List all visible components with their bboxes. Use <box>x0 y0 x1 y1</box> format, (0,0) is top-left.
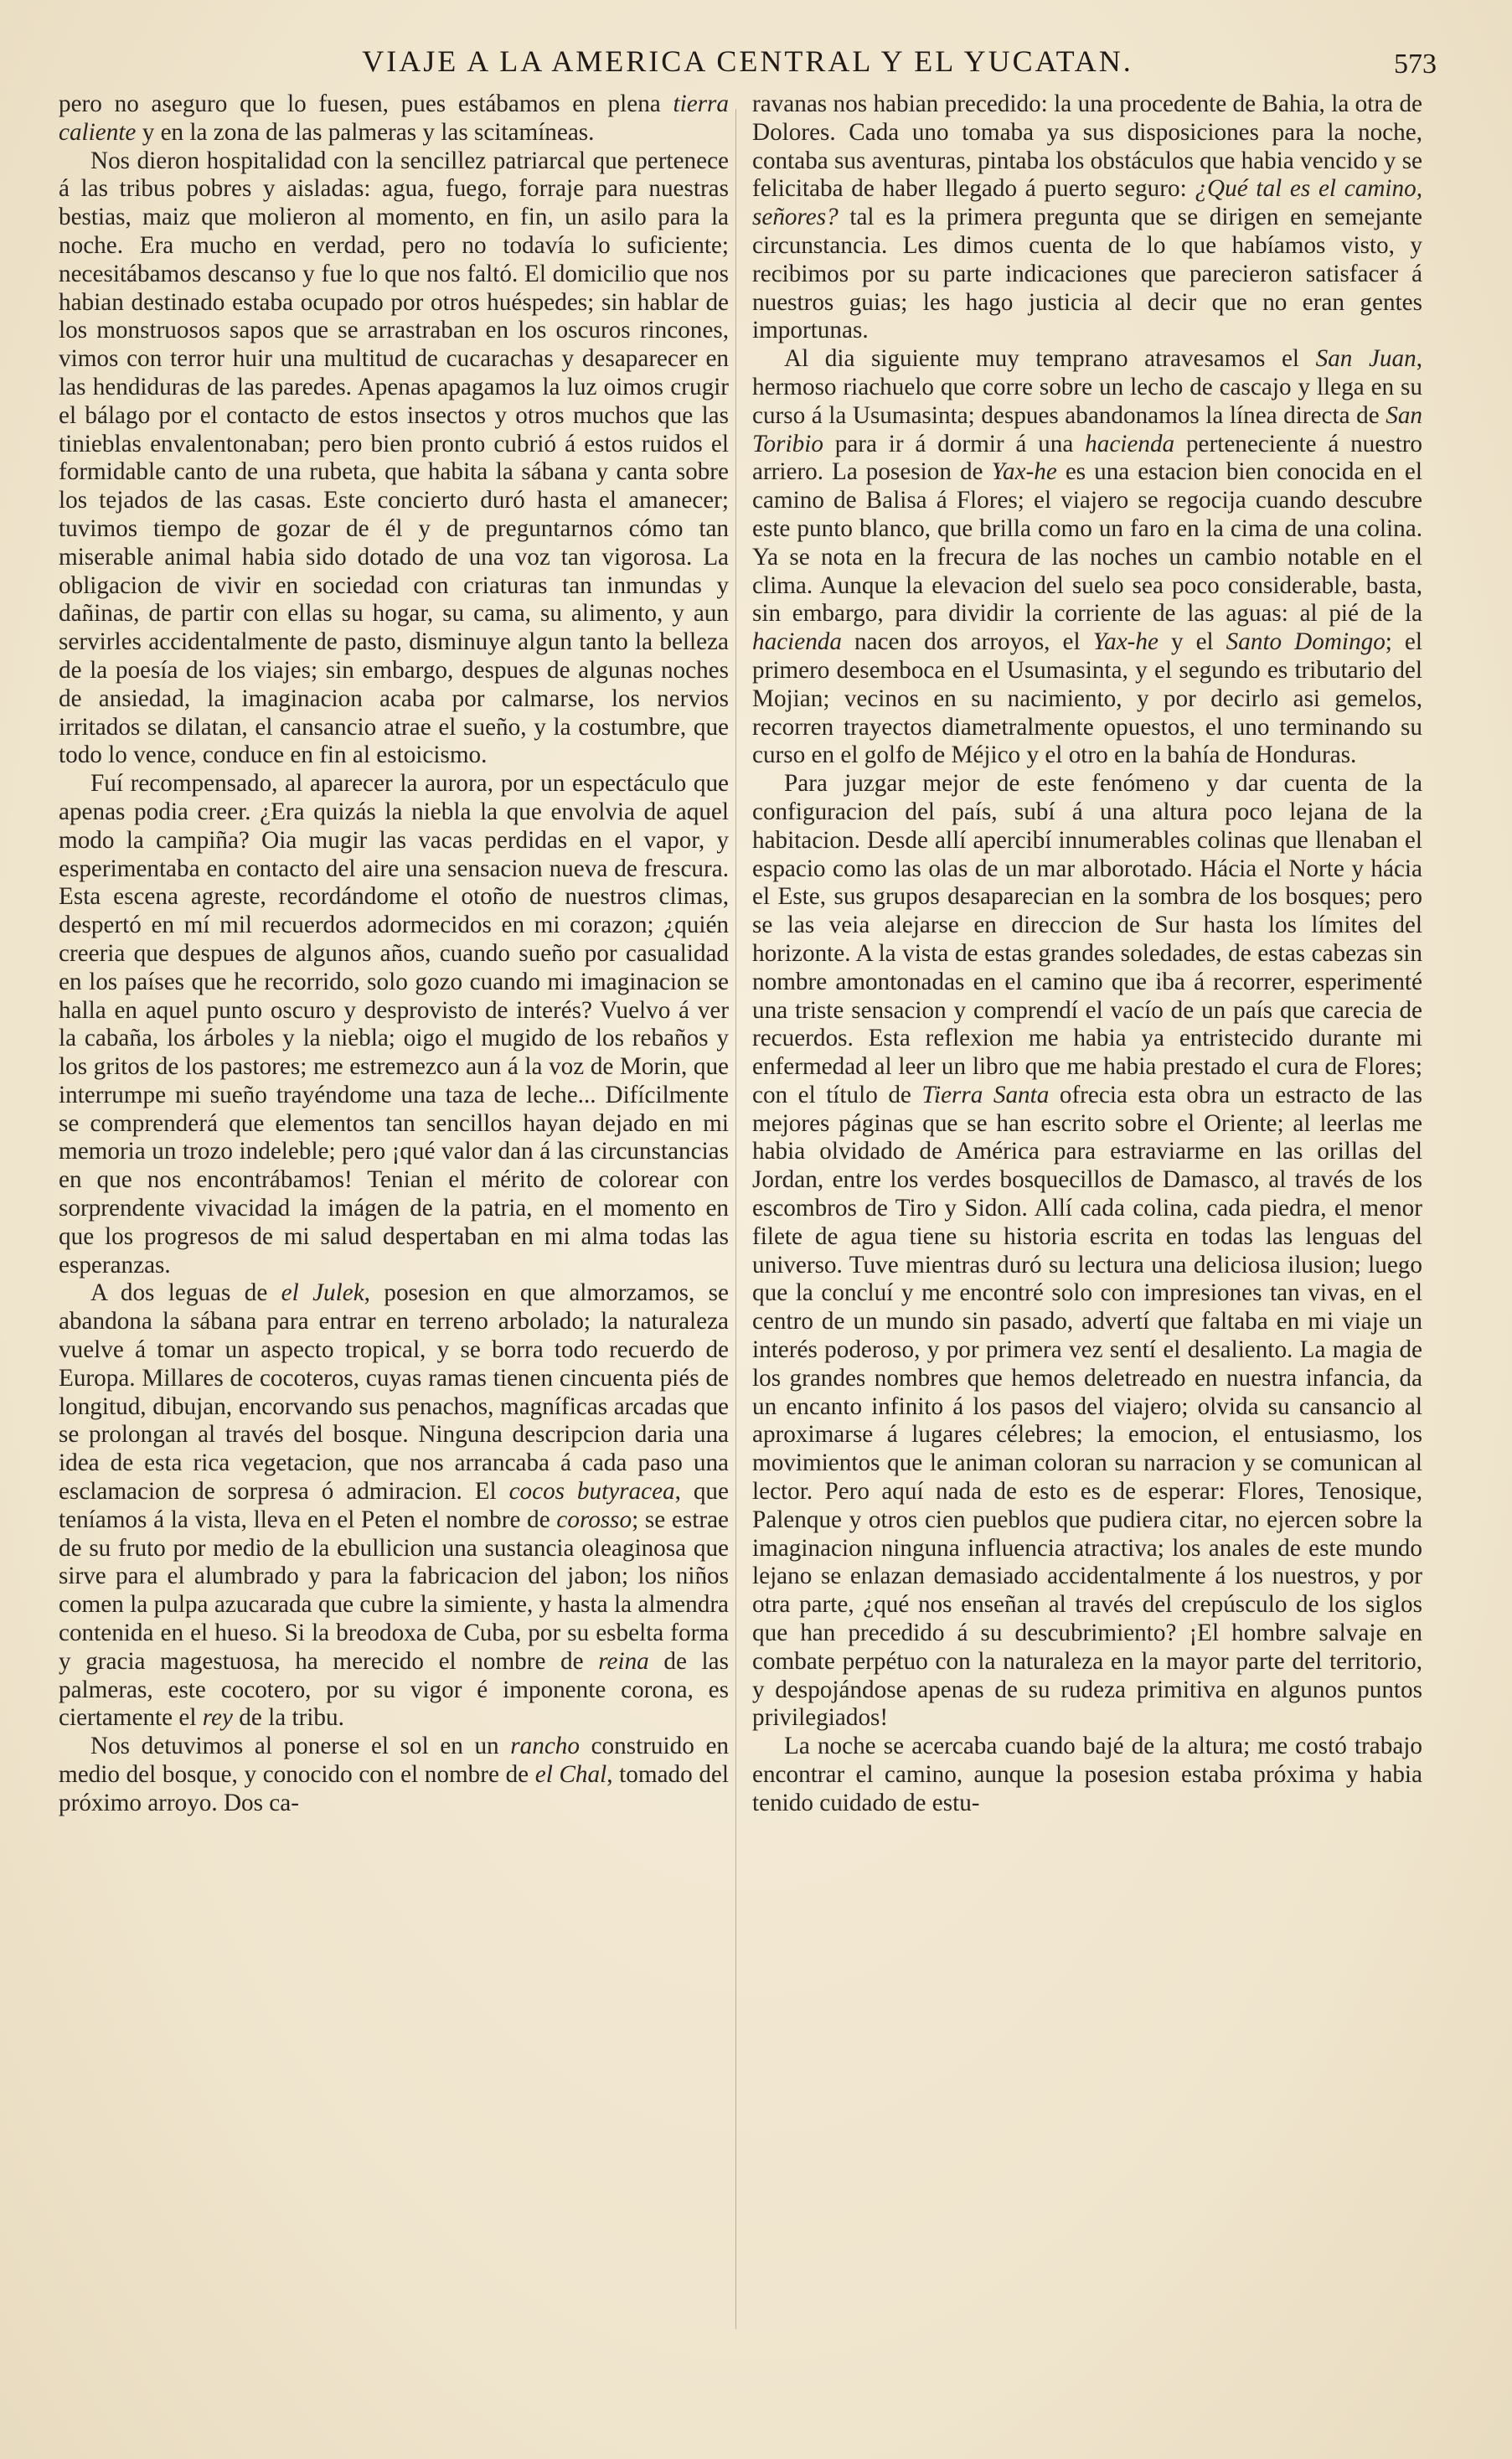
page-header <box>59 44 1437 94</box>
page-number: 573 <box>1394 49 1437 80</box>
left-paragraph-3: Fuí recompensado, al aparecer la aurora, por un espectáculo que apenas podia creer. ¿Era quizás la niebla la que envolvia de aquel modo la campiña? Oia mugir las vacas perdidas en el vapor, y esperimentaba en contacto del aire una sensacion nueva de frescura. Esta escena agreste, recordándome el otoño de nuestros climas, despertó en mí mil recuerdos adormecidos en mi corazon; ¿quién creeria que despues de algunos años, cuando sueño por casualidad en los países que he recorrido, solo gozo cuando mi imaginacion se halla en aquel punto oscuro y desprovisto de interés? Vuelvo á ver la cabaña, los árboles y la niebla; oigo el mugido de los rebaños y los gritos de los pastores; me estremezco aun á la voz de Morin, que interrumpe mi sueño trayéndome una taza de leche... Difícilmente se comprenderá que elementos tan sencillos hayan dejado en mi memoria un trozo indeleble; pero ¡qué valor dan á las circunstancias en que nos encontrábamos! Tenian el mérito de colorear con sorprendente vivacidad la imágen de la patria, en el momento en que los progresos de mi salud despertaban en mi alma todas las esperanzas. <box>59 770 729 1279</box>
left-paragraph-4: A dos leguas de el Julek, posesion en que almorzamos, se abandona la sábana para entrar en terreno arbolado; la naturaleza vuelve á tomar un aspecto tropical, y se borra todo recuerdo de Europa. Millares de cocoteros, cuyas ramas tienen cincuenta piés de longitud, dibujan, encorvando sus penachos, magníficas arcadas que se prolongan al través del bosque. Ninguna descripcion daria una idea de esta rica vegetacion, que nos arrancaba á cada paso una esclamacion de sorpresa ó admiracion. El cocos butyracea, que teníamos á la vista, lleva en el Peten el nombre de corosso; se estrae de su fruto por medio de la ebullicion una sustancia oleaginosa que sirve para el alumbrado y para la fabricacion del jabon; los niños comen la pulpa azucarada que cubre la simiente, y hasta la almendra contenida en el hueso. Si la breodoxa de Cuba, por su esbelta forma y gracia magestuosa, ha merecido el nombre de reina de las palmeras, este cocotero, por su vigor é imponente corona, es ciertamente el rey de la tribu. <box>59 1279 729 1732</box>
right-paragraph-4: La noche se acercaba cuando bajé de la altura; me costó trabajo encontrar el camino, aunque la posesion estaba próxima y habia tenido cuidado de estu- <box>752 1733 1422 1816</box>
left-paragraph-5: Nos detuvimos al ponerse el sol en un rancho construido en medio del bosque, y conocido con el nombre de el Chal, tomado del próximo arroyo. Dos ca- <box>59 1733 729 1816</box>
right-paragraph-1: ravanas nos habian precedido: la una procedente de Bahia, la otra de Dolores. Cada uno tomaba ya sus disposiciones para la noche, contaba sus aventuras, pintaba los obstáculos que habia vencido y se felicitaba de haber llegado á puerto seguro: ¿Qué tal es el camino, señores? tal es la primera pregunta que se dirigen en semejante circunstancia. Les dimos cuenta de lo que habíamos visto, y recibimos por su parte indicaciones que parecieron satisfacer á nuestros guias; les hago justicia al decir que no eran gentes importunas. <box>752 90 1423 344</box>
right-column <box>752 90 1422 1818</box>
running-title: VIAJE A LA AMERICA CENTRAL Y EL YUCATAN. <box>362 44 1133 78</box>
left-paragraph-1: pero no aseguro que lo fuesen, pues estábamos en plena tierra caliente y en la zona de las palmeras y las scitamíneas. <box>59 90 729 146</box>
column-divider <box>735 109 736 2329</box>
right-paragraph-2: Al dia siguiente muy temprano atravesamos el San Juan, hermoso riachuelo que corre sobre un lecho de cascajo y llega en su curso á la Usumasinta; despues abandonamos la línea directa de San Toribio para ir á dormir á una hacienda perteneciente á nuestro arriero. La posesion de Yax-he es una estacion bien conocida en el camino de Balisa á Flores; el viajero se regocija cuando descubre este punto blanco, que brilla como un faro en la cima de una colina. Ya se nota en la frecura de las noches un cambio notable en el clima. Aunque la elevacion del suelo sea poco considerable, basta, sin embargo, para dividir la corriente de las aguas: al pié de la hacienda nacen dos arroyos, el Yax-he y el Santo Domingo; el primero desemboca en el Usumasinta, y el segundo es tributario del Mojian; vecinos en su nacimiento, y por decirlo asi gemelos, recorren trayectos diametralmente opuestos, el uno terminando su curso en el golfo de Méjico y el otro en la bahía de Honduras. <box>752 345 1423 769</box>
right-paragraph-3: Para juzgar mejor de este fenómeno y dar cuenta de la configuracion del país, subí á una altura poco lejana de la habitacion. Desde allí apercibí innumerables colinas que llenaban el espacio como las olas de un mar alborotado. Hácia el Norte y hácia el Este, sus grupos desaparecian en la sombra de los bosques; pero se las veia alejarse en direccion de Sur hasta los límites del horizonte. A la vista de estas grandes soledades, de estas cabezas sin nombre amontonadas en el camino que iba á recorrer, esperimenté una triste sensacion y comprendí el vacío de un país que carecia de recuerdos. Esta reflexion me habia ya entristecido durante mi enfermedad al leer un libro que me habia prestado el cura de Flores; con el título de Tierra Santa ofrecia esta obra un estracto de las mejores páginas que se han escrito sobre el Oriente; al leerlas me habia olvidado de América para estraviarme en las orillas del Jordan, entre los verdes bosquecillos de Damasco, al través de los escombros de Tiro y Sidon. Allí cada colina, cada piedra, el menor filete de agua tiene su historia escrita en todas las lenguas del universo. Tuve mientras duró su lectura una deliciosa ilusion; luego que la concluí y me encontré solo con impresiones tan vivas, en el centro de un mundo sin pasado, advertí que faltaba en mi viaje un interés poderoso, y por primera vez sentí el desaliento. La magia de los grandes nombres que hemos deletreado en nuestra infancia, da un encanto infinito á los pasos del viajero; olvida su cansancio al aproximarse á lugares célebres; la emocion, el entusiasmo, los movimientos que le animan coloran su narracion y se comunican al lector. Pero aquí nada de esto es de esperar: Flores, Tenosique, Palenque y otros cien pueblos que pudiera citar, no ejercen sobre la imaginacion ninguna influencia atractiva; los anales de este mundo lejano se enlazan demasiado accidentalmente á los nuestros, y por otra parte, ¿qué nos enseñan al través del crepúsculo de los siglos que han precedido á su descubrimiento? ¡El hombre salvaje en combate perpétuo con la naturaleza en la mayor parte del territorio, y despojándose apenas de su rudeza primitiva en algunos puntos privilegiados! <box>752 770 1422 1732</box>
left-column <box>59 90 729 1818</box>
left-paragraph-2: Nos dieron hospitalidad con la sencillez patriarcal que pertenece á las tribus pobres y aisladas: agua, fuego, forraje para nuestras bestias, maiz que molieron al momento, en fin, un asilo para la noche. Era mucho en verdad, pero no todavía lo suficiente; necesitábamos descanso y fue lo que nos faltó. El domicilio que nos habian destinado estaba ocupado por otros huéspedes; sin hablar de los monstruosos sapos que se arrastraban en los oscuros rincones, vimos con terror huir una multitud de cucarachas y desaparecer en las hendiduras de las paredes. Apenas apagamos la luz oimos crugir el bálago por el contacto de estos insectos y otros muchos que las tinieblas envalentonaban; pero bien pronto cubrió á estos ruidos el formidable canto de una rubeta, que habita la sábana y canta sobre los tejados de las casas. Este concierto duró hasta el amanecer; tuvimos tiempo de gozar de él y de preguntarnos cómo tan miserable animal habia sido dotado de una voz tan vigorosa. La obligacion de vivir en sociedad con criaturas tan inmundas y dañinas, de partir con ellas su hogar, su cama, su alimento, y aun servirles accidentalmente de pasto, disminuye algun tanto la belleza de la poesía de los viajes; sin embargo, despues de algunas noches de ansiedad, la imaginacion acaba por calmarse, los nervios irritados se dilatan, el cansancio atrae el sueño, y la costumbre, que todo lo vence, conduce en fin al estoicismo. <box>59 147 729 769</box>
